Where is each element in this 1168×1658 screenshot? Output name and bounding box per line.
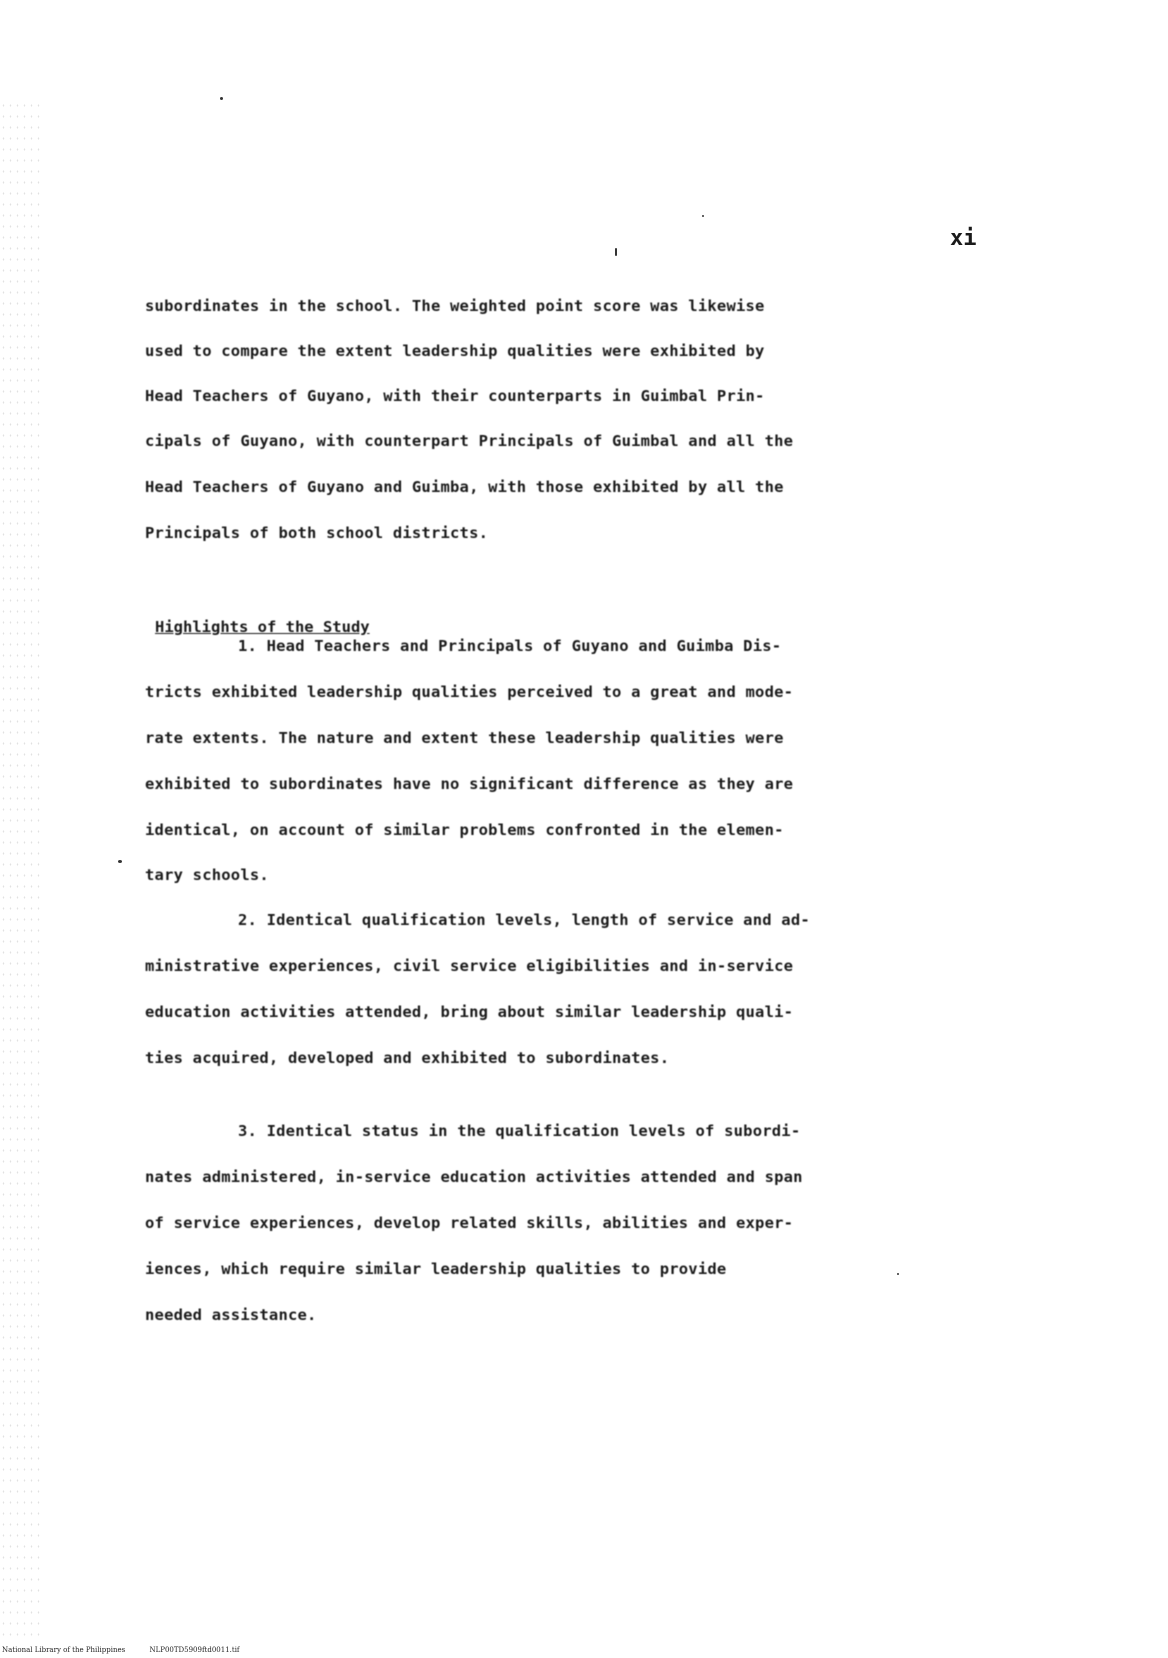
text-line: education activities attended, bring about similar leadership quali- (145, 1003, 794, 1021)
scan-edge-noise (0, 100, 40, 1640)
scan-speck (118, 860, 122, 863)
text-line: 3. Identical status in the qualification levels of subordi- (238, 1122, 801, 1140)
text-line: nates administered, in-service education activities attended and span (145, 1168, 803, 1186)
scan-speck (702, 215, 704, 217)
text-line: used to compare the extent leadership qualities were exhibited by (145, 342, 765, 360)
text-line: of service experiences, develop related skills, abilities and exper- (145, 1214, 794, 1232)
text-line: Head Teachers of Guyano and Guimba, with those exhibited by all the (145, 478, 784, 496)
text-line: tricts exhibited leadership qualities perceived to a great and mode- (145, 683, 794, 701)
footer-file: NLP00TD5909ftd0011.tif (149, 1646, 240, 1654)
text-line: Principals of both school districts. (145, 524, 489, 542)
text-line: ministrative experiences, civil service eligibilities and in-service (145, 957, 794, 975)
text-line: 2. Identical qualification levels, length of service and ad- (238, 911, 810, 929)
text-line: Head Teachers of Guyano, with their counterparts in Guimbal Prin- (145, 387, 765, 405)
scan-speck (220, 97, 223, 100)
footer-library: National Library of the Philippines (2, 1646, 126, 1654)
text-line: exhibited to subordinates have no significant difference as they are (145, 775, 794, 793)
text-line: ties acquired, developed and exhibited to subordinates. (145, 1049, 670, 1067)
scan-speck (897, 1273, 899, 1275)
text-line: tary schools. (145, 866, 269, 884)
scan-speck (615, 248, 617, 256)
text-line: cipals of Guyano, with counterpart Principals of Guimbal and all the (145, 432, 794, 450)
text-line: needed assistance. (145, 1306, 317, 1324)
section-heading: Highlights of the Study (155, 618, 370, 636)
text-line: subordinates in the school. The weighted point score was likewise (145, 297, 765, 315)
page-number: xi (950, 226, 977, 251)
text-line: identical, on account of similar problems confronted in the elemen- (145, 821, 784, 839)
scan-footer (2, 1646, 262, 1654)
text-line: 1. Head Teachers and Principals of Guyano and Guimba Dis- (238, 637, 782, 655)
text-line: rate extents. The nature and extent these leadership qualities were (145, 729, 784, 747)
text-line: iences, which require similar leadership qualities to provide (145, 1260, 727, 1278)
